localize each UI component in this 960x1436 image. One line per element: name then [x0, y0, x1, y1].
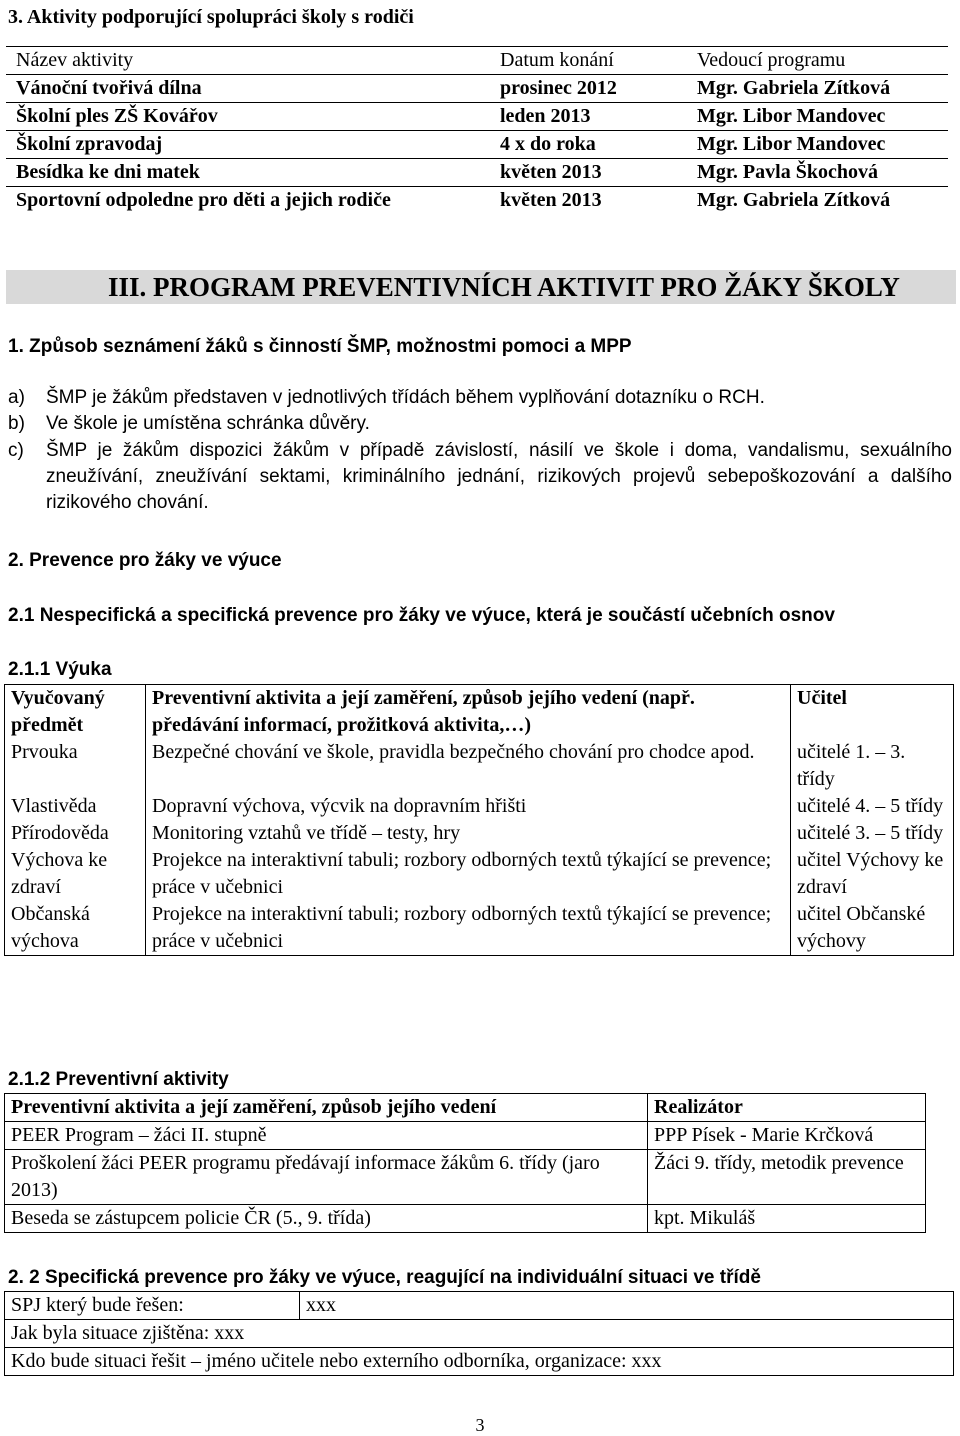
table-row: [6, 103, 948, 131]
table-row: [5, 847, 954, 901]
header-cell: Preventivní aktivita a její zaměření, způsob jejího vedení: [5, 1094, 648, 1122]
table-cell: kpt. Mikuláš: [648, 1205, 926, 1233]
spj-value-cell: xxx: [300, 1292, 954, 1320]
table-header-row: [5, 1094, 926, 1122]
list-item: ŠMP je žákům představen v jednotlivých třídách během vyplňování dotazníku o RCH.: [46, 387, 765, 408]
table-row: [5, 793, 954, 820]
sub22-heading: 2. 2 Specifická prevence pro žáky ve výuce, reagující na individuální situaci ve třídě: [8, 1267, 761, 1288]
table-cell: Monitoring vztahů ve třídě – testy, hry: [146, 820, 791, 847]
header-cell: Vyučovaný předmět: [5, 685, 146, 740]
sub21-heading: 2.1 Nespecifická a specifická prevence pro žáky ve výuce, která je součástí učebních osnov: [8, 605, 835, 626]
table-header-row: [5, 685, 954, 740]
table-row: [6, 159, 948, 187]
section-banner: [6, 270, 956, 304]
table-cell: leden 2013: [487, 103, 681, 131]
table-row: [5, 901, 954, 956]
table-cell: Školní ples ZŠ Kovářov: [6, 103, 487, 131]
table-header-row: [6, 47, 948, 75]
table-row: [6, 131, 948, 159]
table-cell: Bezpečné chování ve škole, pravidla bezpečného chování pro chodce apod.: [146, 739, 791, 793]
table-cell: Mgr. Pavla Škochová: [681, 159, 948, 187]
table-cell: Školní zpravodaj: [6, 131, 487, 159]
table-cell: Proškolení žáci PEER programu předávají informace žákům 6. třídy (jaro 2013): [5, 1150, 648, 1205]
table-row: [5, 1205, 926, 1233]
table-cell: Prvouka: [5, 739, 146, 793]
table-row: [5, 1122, 926, 1150]
sub1-heading: 1. Způsob seznámení žáků s činností ŠMP, možnostmi pomoci a MPP: [8, 336, 632, 357]
table-cell: Dopravní výchova, výcvik na dopravním hřišti: [146, 793, 791, 820]
table-cell: učitel Výchovy ke zdraví: [791, 847, 954, 901]
table-cell: Mgr. Libor Mandovec: [681, 131, 948, 159]
table-cell: Projekce na interaktivní tabuli; rozbory odborných textů týkající se prevence; práce v učebnici: [146, 847, 791, 901]
list-item: Ve škole je umístěna schránka důvěry.: [46, 413, 370, 434]
table-cell: květen 2013: [487, 187, 681, 215]
list-marker: a): [8, 387, 25, 408]
table-cell: PEER Program – žáci II. stupně: [5, 1122, 648, 1150]
spj-label-cell: SPJ který bude řešen:: [5, 1292, 300, 1320]
sub211-heading: 2.1.1 Výuka: [8, 659, 112, 680]
header-cell: Datum konání: [487, 47, 681, 75]
table-cell: Projekce na interaktivní tabuli; rozbory odborných textů týkající se prevence; práce v učebnici: [146, 901, 791, 956]
table-cell: 4 x do roka: [487, 131, 681, 159]
table-cell: prosinec 2012: [487, 75, 681, 103]
vyuka-table: [4, 684, 954, 956]
header-cell: Název aktivity: [6, 47, 487, 75]
table-cell: Besídka ke dni matek: [6, 159, 487, 187]
table-cell: učitelé 1. – 3. třídy: [791, 739, 954, 793]
table-cell: Vlastivěda: [5, 793, 146, 820]
list-marker: c): [8, 440, 24, 461]
table-cell: Mgr. Libor Mandovec: [681, 103, 948, 131]
table-row: [6, 75, 948, 103]
activities-table: [6, 46, 948, 214]
table-cell: Jak byla situace zjištěna: xxx: [5, 1320, 954, 1348]
sub212-heading: 2.1.2 Preventivní aktivity: [8, 1069, 229, 1090]
header-cell: Realizátor: [648, 1094, 926, 1122]
table-cell: Výchova ke zdraví: [5, 847, 146, 901]
banner-title: III. PROGRAM PREVENTIVNÍCH AKTIVIT PRO ŽÁKY ŠKOLY: [108, 272, 900, 302]
table-cell: učitel Občanské výchovy: [791, 901, 954, 956]
header-cell: Učitel: [791, 685, 954, 740]
header-cell: Preventivní aktivita a její zaměření, způsob jejího vedení (např. předávání informací, prožitková aktivita,…): [146, 685, 791, 740]
table-cell: Sportovní odpoledne pro děti a jejich rodiče: [6, 187, 487, 215]
table-cell: Občanská výchova: [5, 901, 146, 956]
list-marker: b): [8, 413, 25, 434]
table-row: [6, 187, 948, 215]
table-cell: Beseda se zástupcem policie ČR (5., 9. třída): [5, 1205, 648, 1233]
list-item: ŠMP je žákům dispozici žákům v případě závislostí, násilí ve škole i doma, vandalismu, sexuálního zneužívání, zneužívání sektami, kriminálního jednání, rizikových projevů sebepoškozování a dalšího rizikového chování.: [46, 440, 952, 513]
table-row: [5, 820, 954, 847]
preventive-activities-table: [4, 1093, 926, 1233]
sub2-heading: 2. Prevence pro žáky ve výuce: [8, 550, 282, 571]
table-cell: Mgr. Gabriela Zítková: [681, 187, 948, 215]
table-cell: Žáci 9. třídy, metodik prevence: [648, 1150, 926, 1205]
header-cell: Vedoucí programu: [681, 47, 948, 75]
table-cell: Kdo bude situaci řešit – jméno učitele nebo externího odborníka, organizace: xxx: [5, 1348, 954, 1376]
table-row: [5, 1348, 954, 1376]
table-cell: Přírodověda: [5, 820, 146, 847]
table-cell: PPP Písek - Marie Krčková: [648, 1122, 926, 1150]
table-cell: Mgr. Gabriela Zítková: [681, 75, 948, 103]
table-row: [5, 1320, 954, 1348]
specific-prevention-table: [4, 1291, 954, 1376]
table-cell: květen 2013: [487, 159, 681, 187]
page-number: 3: [475, 1415, 485, 1435]
table-row: [5, 1292, 954, 1320]
table-row: [5, 1150, 926, 1205]
section3-heading: 3. Aktivity podporující spolupráci školy s rodiči: [8, 6, 414, 28]
table-row: [5, 739, 954, 793]
table-cell: Vánoční tvořivá dílna: [6, 75, 487, 103]
table-cell: učitelé 3. – 5 třídy: [791, 820, 954, 847]
table-cell: učitelé 4. – 5 třídy: [791, 793, 954, 820]
